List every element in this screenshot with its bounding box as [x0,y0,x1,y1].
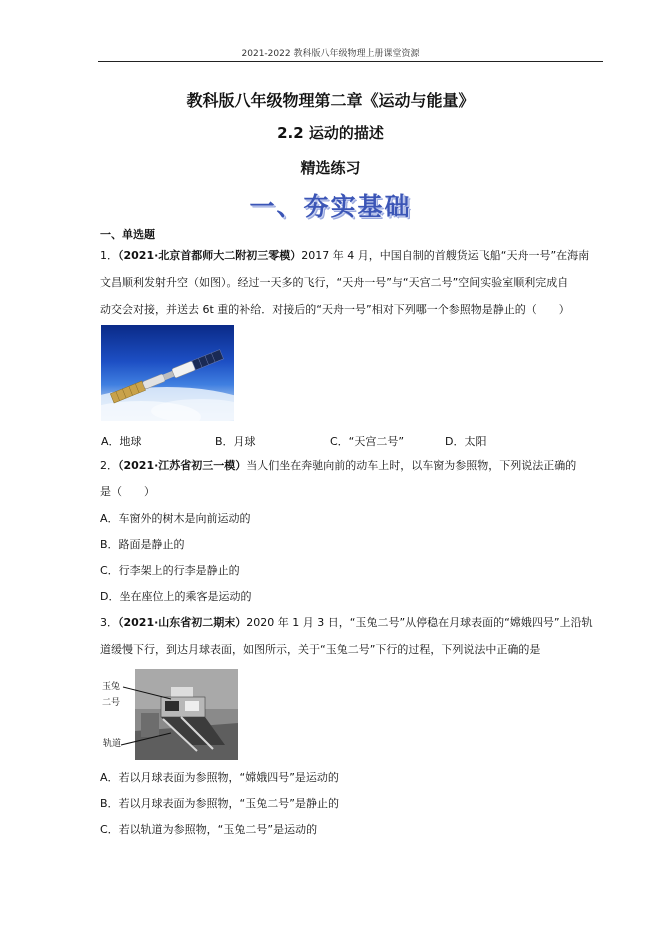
question-1-option-c: C．“天宫二号” [330,435,405,448]
question-3-option-c: C．若以轨道为参照物，“玉兔二号”是运动的 [100,823,318,836]
question-3-line-1 [100,616,605,630]
question-1-source: （2021·北京首都师大二附初三零模） [118,249,302,262]
question-3-line-2: 道缓慢下行，到达月球表面，如图所示，关于“玉兔二号”下行的过程，下列说法中正确的是 [100,643,541,656]
question-2-line-2: 是（ ） [100,485,155,498]
rover-label [102,681,120,709]
question-2-line-1 [100,459,605,473]
question-1-line-3: 动交会对接，并送去 6t 重的补给．对接后的“天舟一号”相对下列哪一个参照物是静止的（ ） [100,303,570,316]
question-1-option-d: D．太阳 [445,435,487,448]
question-1-number: 1． [100,249,118,262]
section-banner: 一、夯实基础 [249,192,412,221]
question-2-option-d: D．坐在座位上的乘客是运动的 [100,590,252,603]
question-3-number: 3． [100,616,118,629]
header-divider [98,61,603,62]
document-title: 教科版八年级物理第二章《运动与能量》 [186,91,475,110]
question-2-source: （2021·江苏省初三一模） [118,459,247,472]
spacecraft-docking-photo [101,325,234,421]
question-1-option-a: A．地球 [101,435,142,448]
question-2-text-1: 当人们坐在奔驰向前的动车上时，以车窗为参照物，下列说法正确的 [246,459,577,472]
question-category: 一、单选题 [100,228,155,241]
rover-label-line-1: 玉兔 [102,682,121,692]
question-3-source: （2021·山东省初二期末） [118,616,247,629]
rover-descent-photo [101,669,238,760]
question-1-line-2: 文昌顺利发射升空（如图）。经过一天多的飞行，“天舟一号”与“天宫二号”空间实验室顺利完成自 [100,276,569,289]
question-1-text-1: 2017 年 4 月，中国自制的首艘货运飞船“天舟一号”在海南 [301,249,590,262]
track-label: 轨道 [103,739,122,749]
rover-label-line-2: 二号 [102,698,121,708]
question-2-option-b: B．路面是静止的 [100,538,185,551]
question-3-option-a: A．若以月球表面为参照物，“嫦娥四号”是运动的 [100,771,339,784]
question-1-line-1 [100,249,605,263]
subtitle: 精选练习 [300,159,361,177]
question-3-option-b: B．若以月球表面为参照物，“玉兔二号”是静止的 [100,797,339,810]
question-2-number: 2． [100,459,118,472]
question-3-text-1: 2020 年 1 月 3 日，“玉兔二号”从停稳在月球表面的“嫦娥四号”上沿轨 [246,616,593,629]
question-1-option-b: B．月球 [215,435,256,448]
page-header: 2021-2022 教科版八年级物理上册课堂资源 [241,49,420,59]
section-title: 2.2 运动的描述 [277,124,384,142]
question-2-option-a: A．车窗外的树木是向前运动的 [100,512,251,525]
question-2-option-c: C．行李架上的行李是静止的 [100,564,240,577]
